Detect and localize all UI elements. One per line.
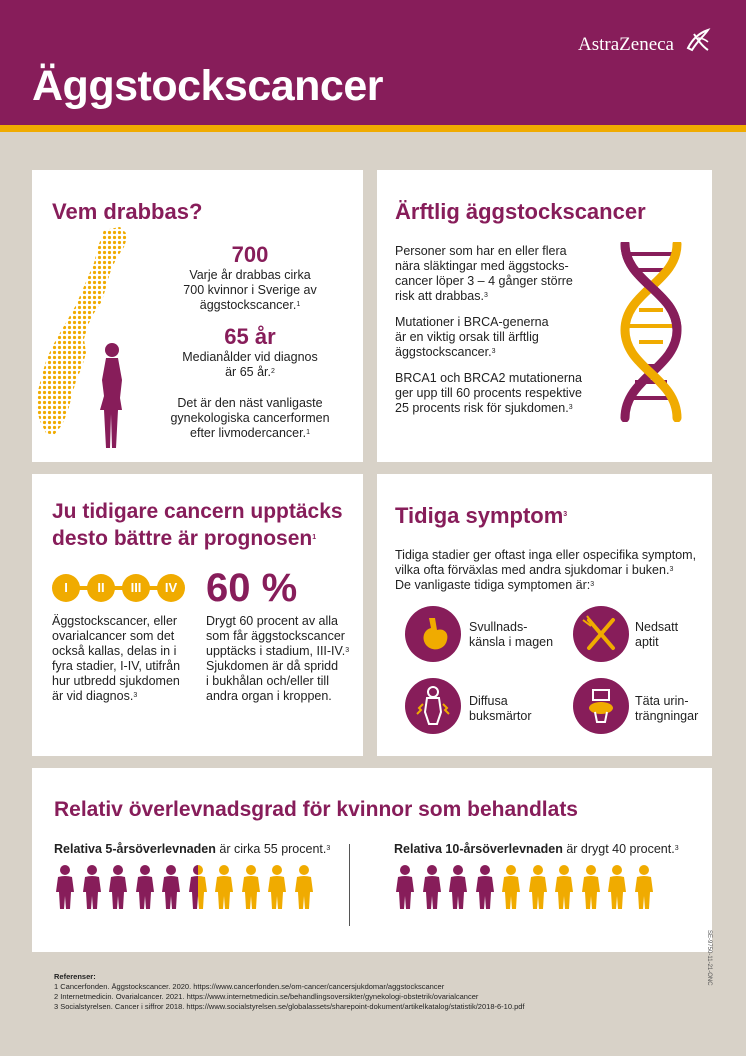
stat-65-line2: är 65 år.$^2$ — [225, 365, 275, 379]
tidigare-left-text — [52, 614, 202, 704]
document-code: SE-9750-11-21-ONC — [706, 930, 712, 986]
fork-knife-icon — [573, 606, 629, 662]
brand-logo-text: AstraZeneca — [578, 34, 674, 55]
symptom-4-line2: trängningar — [635, 709, 699, 723]
tidigare-right-line1: Drygt 60 procent av alla — [206, 614, 339, 628]
vem-note-line3: efter livmodercancer.$^1$ — [190, 426, 310, 440]
arftlig-p3-line2: ger upp till 60 procents respektive — [395, 386, 582, 400]
symptom-intro — [395, 548, 705, 593]
arftlig-p3-line3: 25 procents risk för sjukdomen.$^3$ — [395, 401, 573, 415]
tidigare-left-line4: fyra stadier, I-IV, utifrån — [52, 659, 181, 673]
tidigare-right-line4: Sjukdomen är då spridd — [206, 659, 339, 673]
tidigare-right-line6: andra organ i kroppen. — [206, 689, 332, 703]
stat-65-block — [172, 324, 328, 380]
tidigare-heading-line2: desto bättre är prognosen$^1$ — [52, 527, 317, 550]
symptom-3-line1: Diffusa — [469, 694, 508, 708]
reference-3: 3 Socialstyrelsen. Cancer i siffror 2018. https://www.socialstyrelsen.se/globalassets/sharepoint-dokument/artikelkatalog/statistik/2018-6-10.pdf — [54, 1002, 525, 1011]
symptom-3-label — [469, 694, 532, 724]
vem-note — [162, 396, 338, 441]
survival-heading: Relativ överlevnadsgrad för kvinnor som behandlats — [54, 798, 578, 821]
person-icon — [134, 864, 156, 910]
references-title: Referenser: — [54, 972, 96, 981]
stat-65-value: 65 år — [224, 324, 276, 349]
person-icon — [394, 864, 416, 910]
symptom-2-line2: aptit — [635, 635, 659, 649]
person-icon — [240, 864, 262, 910]
survival-divider — [349, 844, 350, 926]
person-icon — [527, 864, 549, 910]
arftlig-p1-line2: nära släktingar med äggstocks- — [395, 259, 569, 273]
person-icon — [266, 864, 288, 910]
person-icon — [500, 864, 522, 910]
card-vem-drabbas — [32, 170, 363, 462]
stat-65-line1: Medianålder vid diagnos — [182, 350, 318, 364]
card-survival — [32, 768, 712, 952]
symptom-heading: Tidiga symptom$^3$ — [395, 503, 568, 528]
symptom-1-label — [469, 620, 553, 650]
person-icon — [633, 864, 655, 910]
tidigare-left-line5: hur utbredd sjukdomen — [52, 674, 180, 688]
person-icon — [580, 864, 602, 910]
tidigare-heading-line1: Ju tidigare cancern upptäcks — [52, 500, 343, 523]
sixty-percent-value: 60 % — [206, 566, 298, 610]
tidigare-right-line3: upptäcks i stadium, III-IV.$^3$ — [206, 644, 350, 658]
person-icon — [606, 864, 628, 910]
stage-iii: III — [122, 574, 150, 602]
tidigare-right-line5: i bukhålan och/eller till — [206, 674, 329, 688]
arftlig-p2-line1: Mutationer i BRCA-generna — [395, 315, 549, 329]
card-tidiga-symptom — [377, 474, 712, 756]
stat-700-block — [172, 242, 328, 313]
person-icon — [474, 864, 496, 910]
symptom-intro-line1: Tidiga stadier ger oftast inga eller ospecifika symptom, — [395, 548, 697, 562]
tidigare-left-line6: är vid diagnos.$^3$ — [52, 689, 138, 703]
symptom-2-label — [635, 620, 678, 650]
stat-700-value: 700 — [231, 242, 269, 267]
vem-note-line1: Det är den näst vanligaste — [177, 396, 323, 410]
stomach-icon — [405, 606, 461, 662]
symptom-4-label — [635, 694, 698, 724]
survival-5yr-people — [54, 864, 324, 912]
person-icon — [81, 864, 103, 910]
person-icon — [107, 864, 129, 910]
arftlig-p2-line2: är en viktig orsak till ärftlig — [395, 330, 539, 344]
person-icon — [293, 864, 315, 910]
tidigare-left-line2: ovarialcancer som det — [52, 629, 175, 643]
arftlig-heading: Ärftlig äggstockscancer — [395, 199, 646, 224]
stat-700-line3: äggstockscancer.$^1$ — [199, 298, 301, 312]
arftlig-p1-line3: cancer löper 3 – 4 gånger större — [395, 274, 573, 288]
arftlig-p1-line4: risk att drabbas.$^3$ — [395, 289, 488, 303]
symptom-4-line1: Täta urin- — [635, 694, 689, 708]
stat-700-line1: Varje år drabbas cirka — [189, 268, 311, 282]
person-icon — [447, 864, 469, 910]
symptom-1-line1: Svullnads- — [469, 620, 528, 634]
vem-note-line2: gynekologiska cancerformen — [170, 411, 330, 425]
stage-i: I — [52, 574, 80, 602]
header-bar — [0, 0, 746, 125]
symptom-intro-line2: vilka ofta förväxlas med andra sjukdomar i buken.$^3$ — [395, 563, 674, 577]
person-icon — [421, 864, 443, 910]
tidigare-right-text — [206, 614, 356, 704]
tidigare-right-line2: som får äggstockscancer — [206, 629, 345, 643]
woman-silhouette-icon — [92, 340, 132, 450]
tidigare-heading — [52, 498, 343, 552]
tidigare-left-line3: också kallas, delas in i — [52, 644, 177, 658]
survival-10yr-people — [394, 864, 664, 912]
abdominal-pain-icon — [405, 678, 461, 734]
symptom-3-line2: buksmärtor — [469, 709, 532, 723]
survival-10yr-text: Relativa 10-årsöverlevnaden är drygt 40 procent.$^3$ — [394, 842, 679, 856]
page-title: Äggstockscancer — [32, 62, 383, 110]
stage-ii: II — [87, 574, 115, 602]
arftlig-text — [395, 244, 595, 416]
arftlig-p3-line1: BRCA1 och BRCA2 mutationerna — [395, 371, 582, 385]
reference-1: 1 Cancerfonden. Äggstockscancer. 2020. https://www.cancerfonden.se/om-cancer/cancersjukdomar/aggstockscancer — [54, 982, 445, 991]
stat-700-line2: 700 kvinnor i Sverige av — [183, 283, 317, 297]
symptom-2-line1: Nedsatt — [635, 620, 679, 634]
person-icon — [213, 864, 235, 910]
stage-circles — [52, 574, 188, 602]
symptom-1-line2: känsla i magen — [469, 635, 554, 649]
symptom-intro-line3: De vanligaste tidiga symptomen är:$^3$ — [395, 578, 595, 592]
reference-2: 2 Internetmedicin. Ovarialcancer. 2021. https://www.internetmedicin.se/behandlingsoversikter/gynekologi-obstetrik/ovarialcancer — [54, 992, 479, 1001]
stage-iv: IV — [157, 574, 185, 602]
survival-5yr-text: Relativa 5-årsöverlevnaden är cirka 55 procent.$^3$ — [54, 842, 331, 856]
person-icon — [160, 864, 182, 910]
vem-heading: Vem drabbas? — [52, 199, 203, 224]
toilet-icon — [573, 678, 629, 734]
astrazeneca-logo-icon — [684, 26, 712, 54]
person-icon — [54, 864, 76, 910]
references — [54, 972, 525, 1012]
card-ju-tidigare — [32, 474, 363, 756]
tidigare-left-line1: Äggstockscancer, eller — [52, 614, 178, 628]
arftlig-p2-line3: äggstockscancer.$^3$ — [395, 345, 496, 359]
arftlig-p1-line1: Personer som har en eller flera — [395, 244, 567, 258]
dna-helix-icon — [615, 242, 687, 422]
card-arftlig — [377, 170, 712, 462]
header-accent-stripe — [0, 125, 746, 132]
person-icon — [553, 864, 575, 910]
person-icon — [187, 864, 209, 910]
